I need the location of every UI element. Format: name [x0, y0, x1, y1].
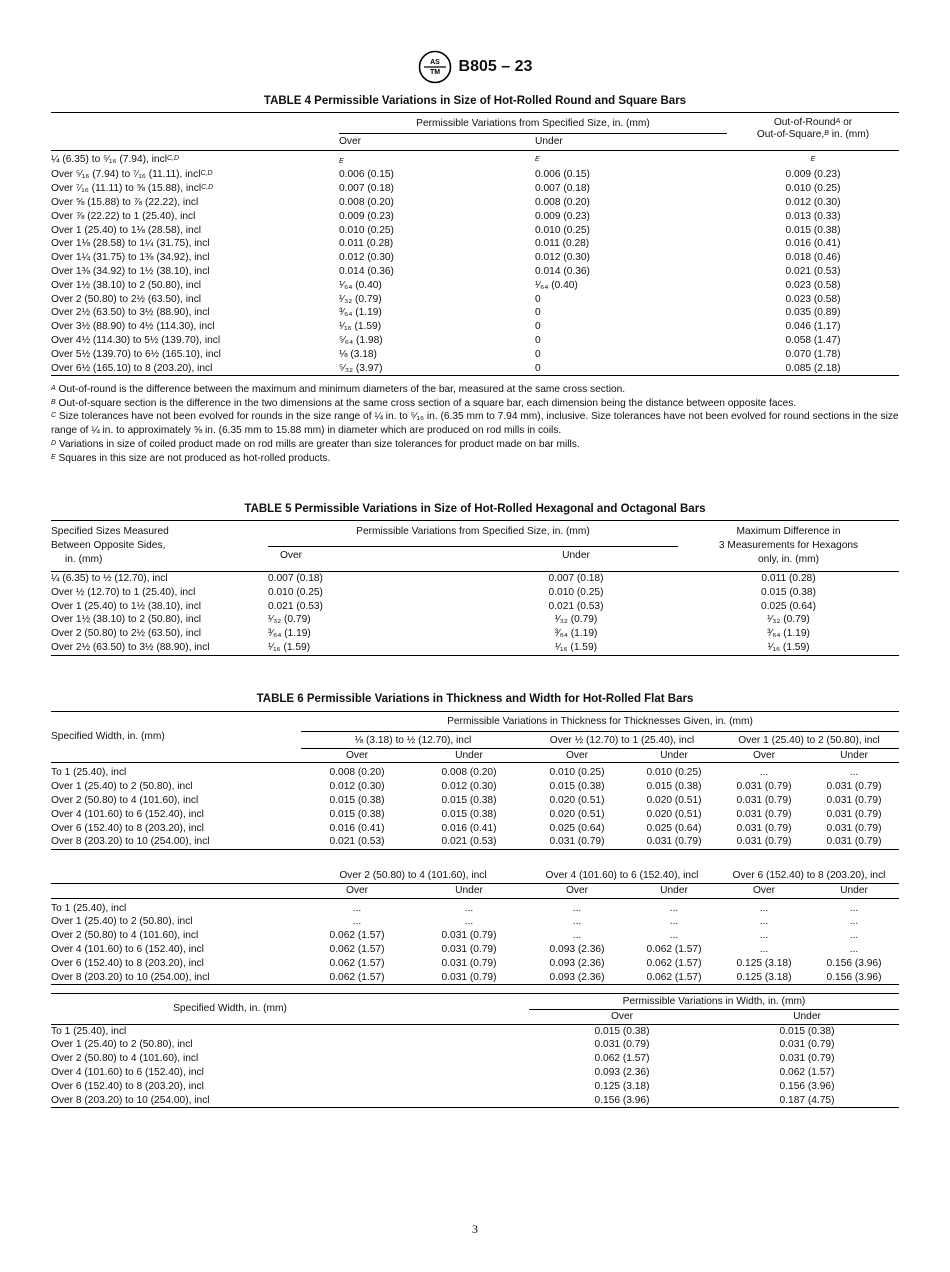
maxdiff-value: ³⁄₆₄ (1.19) [767, 628, 810, 640]
value-cell: 0.031 (0.79) [646, 836, 702, 848]
value-cell: 0.015 (0.38) [594, 1025, 650, 1037]
under-header: Under [840, 884, 868, 896]
over-header: Over [345, 749, 369, 761]
value-cell: 0.187 (4.75) [779, 1094, 835, 1106]
oor-value: 0.010 (0.25) [785, 183, 841, 195]
footnote-ref-e: E [810, 156, 816, 164]
table-row [51, 168, 899, 182]
table-row [51, 237, 899, 251]
table6c-width-group: Permissible Variations in Width, in. (mm) [529, 994, 899, 1010]
oor-value: 0.035 (0.89) [785, 307, 841, 319]
value-cell: 0.062 (1.57) [646, 943, 702, 955]
over-header: Over [752, 884, 776, 896]
table-row [51, 971, 899, 985]
under-value: 0.007 (0.18) [535, 183, 590, 195]
value-cell: ... [759, 767, 769, 779]
over-value: 0.007 (0.18) [339, 183, 394, 195]
table6c-width-header: Specified Width, in. (mm) [173, 1002, 287, 1014]
over-value: 0.011 (0.28) [339, 238, 394, 250]
row-label: Over ⁷⁄₁₆ (11.11) to ⅝ (15.88), incl$^{C,D}$ [51, 183, 214, 195]
value-cell: 0.015 (0.38) [779, 1025, 835, 1037]
oor-value: 0.015 (0.38) [785, 224, 841, 236]
value-cell: 0.062 (1.57) [329, 943, 385, 955]
footnote-b: $^B$ Out-of-square section is the difference in the two dimensions at the same cross section of a square bar, each dimension being the distance between opposite faces. [51, 397, 797, 409]
table5 [51, 520, 899, 656]
page-header [0, 50, 950, 84]
page-number: 3 [472, 1222, 478, 1236]
value-cell: ... [669, 916, 679, 928]
value-cell: 0.015 (0.38) [329, 808, 385, 820]
value-cell: ... [464, 916, 474, 928]
over-value [339, 150, 535, 168]
value-cell: 0.031 (0.79) [441, 957, 497, 969]
value-cell: 0.020 (0.51) [646, 808, 702, 820]
under-header: Under [455, 749, 483, 761]
table4-caption: TABLE 4 Permissible Variations in Size of Hot-Rolled Round and Square Bars [263, 95, 687, 107]
value-cell: ... [849, 930, 859, 942]
value-cell: 0.020 (0.51) [646, 794, 702, 806]
value-cell: 0.031 (0.79) [736, 794, 792, 806]
row-label: To 1 (25.40), incl [51, 902, 127, 914]
table-row [51, 348, 899, 362]
row-label: Over 2½ (63.50) to 3½ (88.90), incl [51, 641, 210, 653]
under-value: 0.007 (0.18) [548, 573, 604, 584]
value-cell: ... [464, 902, 474, 914]
over-value: 0.012 (0.30) [339, 252, 394, 264]
row-label: Over ⅞ (22.22) to 1 (25.40), incl [51, 210, 196, 222]
row-label: ¼ (6.35) to ⁵⁄₁₆ (7.94), incl$^{C,D}$ [51, 153, 180, 165]
table-row [51, 763, 899, 780]
value-cell: 0.031 (0.79) [736, 822, 792, 834]
over-value: 0.010 (0.25) [339, 224, 394, 236]
oor-value: 0.046 (1.17) [785, 321, 841, 333]
value-cell: 0.025 (0.64) [549, 822, 605, 834]
table5-under-header: Under [562, 549, 590, 561]
over-value: ¹⁄₁₆ (1.59) [268, 641, 311, 653]
table-row [51, 1024, 899, 1038]
row-label: Over 4 (101.60) to 6 (152.40), incl [51, 808, 204, 820]
over-header: Over [565, 749, 589, 761]
table6-thickness-group: Permissible Variations in Thickness for Thicknesses Given, in. (mm) [301, 712, 899, 732]
footnote-ref-e: E [339, 157, 344, 165]
over-value: 0.021 (0.53) [268, 600, 323, 612]
value-cell: ... [849, 943, 859, 955]
value-cell: 0.015 (0.38) [441, 808, 497, 820]
table-row [51, 279, 899, 293]
footnote-d: $^D$ Variations in size of coiled product made on rod mills are greater than size tolerances for product made on bar mills. [51, 438, 580, 450]
table-row [51, 613, 899, 627]
table-row [51, 957, 899, 971]
value-cell: 0.031 (0.79) [736, 836, 792, 848]
table6-width-header: Specified Width, in. (mm) [51, 731, 165, 743]
table-row [51, 641, 899, 655]
oor-value: 0.023 (0.58) [785, 293, 841, 305]
footnote-a: $^A$ Out-of-round is the difference between the maximum and minimum diameters of the bar, measured at the same cross section. [51, 384, 626, 395]
row-label: Over 1 (25.40) to 2 (50.80), incl [51, 916, 193, 928]
table-row [51, 196, 899, 210]
table4-oor-header: Out-of-Round$^A$ or Out-of-Square,$^B$ in. (mm) [756, 117, 870, 140]
under-header: Under [660, 749, 688, 761]
table-row [51, 293, 899, 307]
value-cell: 0.031 (0.79) [826, 794, 882, 806]
table-row [51, 600, 899, 614]
footnote-c: $^C$ Size tolerances have not been evolved for rounds in the size range of ¼ in. to ⁵⁄₁₆ in. (6.35 mm to 7.94 mm), inclusive. Size tolerances have not been evolved for round sections in the size range of ¼ in. to approximately ⅝ in. (6.35 mm to 15.88 mm) in diameter which are produced on rod mills in coils. [51, 411, 899, 437]
table-row [51, 808, 899, 822]
footnote-e: $^E$ Squares in this size are not produced as hot-rolled products. [51, 452, 331, 464]
over-header: Over [752, 749, 776, 761]
row-label: Over 2 (50.80) to 4 (101.60), incl [51, 930, 199, 942]
value-cell: ... [669, 930, 679, 942]
row-label: Over 2 (50.80) to 4 (101.60), incl [51, 1053, 199, 1065]
over-value: ¹⁄₆₄ (0.40) [339, 279, 382, 291]
value-cell: 0.062 (1.57) [329, 930, 385, 942]
value-cell: 0.031 (0.79) [779, 1039, 835, 1051]
oor-value: 0.070 (1.78) [785, 348, 841, 360]
row-label: Over 1½ (38.10) to 2 (50.80), incl [51, 614, 202, 626]
table-row [51, 794, 899, 808]
under-value: ¹⁄₃₂ (0.79) [554, 614, 598, 626]
row-label: Over 2 (50.80) to 2½ (63.50), incl [51, 293, 202, 305]
table-row [51, 334, 899, 348]
value-cell: ... [572, 930, 582, 942]
value-cell: 0.031 (0.79) [441, 943, 497, 955]
table6c-under-header: Under [793, 1010, 821, 1022]
table4-group-header: Permissible Variations from Specified Size, in. (mm) [339, 113, 727, 134]
table-row [51, 1094, 899, 1108]
row-label: To 1 (25.40), incl [51, 767, 127, 779]
value-cell: 0.031 (0.79) [441, 971, 497, 983]
table-row [51, 1052, 899, 1066]
value-cell: 0.031 (0.79) [826, 808, 882, 820]
table-row [51, 150, 899, 168]
under-value: 0.010 (0.25) [548, 586, 604, 598]
under-header: Under [455, 884, 483, 896]
table-row [51, 224, 899, 238]
row-label: Over 1 (25.40) to 1½ (38.10), incl [51, 600, 202, 612]
under-value: 0.011 (0.28) [535, 238, 590, 250]
table5-group-header: Permissible Variations from Specified Size, in. (mm) [268, 521, 678, 547]
value-cell: ... [572, 916, 582, 928]
row-label: To 1 (25.40), incl [51, 1025, 127, 1037]
oor-value: 0.018 (0.46) [785, 252, 841, 264]
value-cell: 0.016 (0.41) [329, 822, 385, 834]
table5-caption: TABLE 5 Permissible Variations in Size of Hot-Rolled Hexagonal and Octagonal Bars [244, 503, 706, 515]
table-row [51, 265, 899, 279]
oor-value: 0.016 (0.41) [785, 238, 841, 250]
row-label: Over 1½ (38.10) to 2 (50.80), incl [51, 279, 202, 291]
footnote-ref: C,D [200, 170, 213, 178]
value-cell: ... [759, 930, 769, 942]
over-value: ⅛ (3.18) [339, 348, 377, 360]
row-label: Over 2½ (63.50) to 3½ (88.90), incl [51, 307, 210, 319]
value-cell: 0.015 (0.38) [441, 794, 497, 806]
over-header: Over [345, 884, 369, 896]
value-cell: 0.093 (2.36) [549, 957, 605, 969]
value-cell: 0.025 (0.64) [646, 822, 702, 834]
under-value: 0.014 (0.36) [535, 265, 590, 277]
maxdiff-value: 0.011 (0.28) [761, 573, 816, 584]
under-header: Under [660, 884, 688, 896]
value-cell: 0.031 (0.79) [826, 822, 882, 834]
value-cell: 0.015 (0.38) [646, 781, 702, 793]
row-label: Over 1⅛ (28.58) to 1¼ (31.75), incl [51, 238, 210, 250]
row-label: Over 1 (25.40) to 2 (50.80), incl [51, 781, 193, 793]
maxdiff-value: 0.025 (0.64) [761, 600, 816, 612]
over-value: ¹⁄₃₂ (0.79) [268, 614, 311, 626]
value-cell: 0.062 (1.57) [329, 971, 385, 983]
under-value: 0 [535, 348, 541, 360]
oor-value [727, 150, 899, 168]
row-label: Over 1¼ (31.75) to 1⅜ (34.92), incl [51, 252, 210, 264]
over-header: Over [565, 884, 589, 896]
value-cell: 0.031 (0.79) [736, 808, 792, 820]
under-value: ¹⁄₁₆ (1.59) [554, 641, 598, 653]
value-cell: 0.031 (0.79) [594, 1039, 650, 1051]
under-value: 0 [535, 307, 541, 319]
value-cell: 0.031 (0.79) [826, 836, 882, 848]
row-label: Over 2 (50.80) to 2½ (63.50), incl [51, 628, 202, 640]
table4 [51, 112, 899, 376]
table6-thickness-a [51, 711, 899, 850]
value-cell: ... [352, 902, 362, 914]
table4-under-header: Under [535, 135, 563, 147]
table-row [51, 362, 899, 376]
row-label: Over ⁵⁄₁₆ (7.94) to ⁷⁄₁₆ (11.11), incl$^{C,D}$ [51, 169, 213, 181]
value-cell: 0.125 (3.18) [736, 971, 792, 983]
table-row [51, 835, 899, 849]
table-row [51, 943, 899, 957]
oor-value: 0.021 (0.53) [785, 265, 841, 277]
table5-size-header: Specified Sizes Measured Between Opposite Sides, in. (mm) [51, 526, 169, 565]
value-cell: ... [572, 902, 582, 914]
under-value: 0 [535, 362, 541, 374]
value-cell: 0.015 (0.38) [549, 781, 605, 793]
over-value: ³⁄₆₄ (1.19) [268, 628, 311, 640]
value-cell: 0.015 (0.38) [329, 794, 385, 806]
oor-value: 0.013 (0.33) [785, 210, 841, 222]
table-row [51, 915, 899, 929]
table-row [51, 586, 899, 600]
footnote-ref: C,D [201, 184, 214, 192]
oor-value: 0.058 (1.47) [785, 334, 841, 346]
maxdiff-value: 0.015 (0.38) [761, 586, 816, 598]
value-cell: 0.156 (3.96) [779, 1080, 835, 1092]
value-cell: ... [759, 943, 769, 955]
value-cell: ... [759, 902, 769, 914]
over-value: ³⁄₆₄ (1.19) [339, 307, 382, 319]
value-cell: ... [759, 916, 769, 928]
value-cell: 0.012 (0.30) [329, 781, 385, 793]
table-row [51, 572, 899, 586]
row-label: Over 4 (101.60) to 6 (152.40), incl [51, 943, 204, 955]
thickness-range-header: Over 1 (25.40) to 2 (50.80), incl [738, 734, 880, 746]
under-value [535, 150, 727, 168]
value-cell: 0.062 (1.57) [646, 971, 702, 983]
value-cell: 0.062 (1.57) [779, 1066, 835, 1078]
standard-code: B805 – 23 [458, 58, 533, 75]
value-cell: ... [849, 767, 859, 779]
over-value: ¹⁄₃₂ (0.79) [339, 293, 382, 305]
table6-caption: TABLE 6 Permissible Variations in Thickness and Width for Hot-Rolled Flat Bars [256, 693, 694, 705]
row-label: Over ½ (12.70) to 1 (25.40), incl [51, 586, 196, 598]
value-cell: 0.031 (0.79) [779, 1053, 835, 1065]
under-value: 0.009 (0.23) [535, 210, 590, 222]
under-value: 0 [535, 334, 541, 346]
thickness-range-header: ⅛ (3.18) to ½ (12.70), incl [354, 734, 472, 746]
row-label: Over 6 (152.40) to 8 (203.20), incl [51, 822, 204, 834]
value-cell: 0.010 (0.25) [549, 767, 605, 779]
over-value: 0.010 (0.25) [268, 586, 323, 598]
value-cell: ... [669, 902, 679, 914]
row-label: Over ⅝ (15.88) to ⅞ (22.22), incl [51, 196, 199, 208]
value-cell: ... [849, 916, 859, 928]
oor-value: 0.023 (0.58) [785, 279, 841, 291]
table6c-over-header: Over [610, 1010, 634, 1022]
over-value: ⁵⁄₆₄ (1.98) [339, 334, 383, 346]
table-row [51, 822, 899, 836]
row-label: Over 3½ (88.90) to 4½ (114.30), incl [51, 321, 215, 333]
value-cell: 0.031 (0.79) [826, 781, 882, 793]
row-label: Over 6 (152.40) to 8 (203.20), incl [51, 957, 204, 969]
value-cell: 0.031 (0.79) [736, 781, 792, 793]
value-cell: 0.016 (0.41) [441, 822, 497, 834]
over-value: 0.014 (0.36) [339, 265, 394, 277]
value-cell: 0.010 (0.25) [646, 767, 702, 779]
row-label: Over 8 (203.20) to 10 (254.00), incl [51, 1094, 210, 1106]
oor-value: 0.085 (2.18) [785, 362, 841, 374]
value-cell: 0.021 (0.53) [441, 836, 497, 848]
value-cell: 0.031 (0.79) [441, 930, 497, 942]
under-value: 0.021 (0.53) [548, 600, 604, 612]
table5-over-header: Over [280, 549, 303, 561]
svg-text:AS: AS [429, 59, 440, 66]
over-value: 0.007 (0.18) [268, 573, 323, 584]
thickness-range-header: Over ½ (12.70) to 1 (25.40), incl [549, 734, 695, 746]
value-cell: 0.020 (0.51) [549, 794, 605, 806]
thickness-range-header: Over 4 (101.60) to 6 (152.40), incl [545, 870, 699, 881]
row-label: Over 4 (101.60) to 6 (152.40), incl [51, 1066, 204, 1078]
over-value: 0.009 (0.23) [339, 210, 394, 222]
row-label: Over 5½ (139.70) to 6½ (165.10), incl [51, 348, 221, 360]
value-cell: 0.012 (0.30) [441, 781, 497, 793]
table4-footnotes [51, 383, 899, 465]
value-cell: 0.020 (0.51) [549, 808, 605, 820]
table-row [51, 1080, 899, 1094]
under-value: 0.006 (0.15) [535, 169, 590, 181]
table-row [51, 306, 899, 320]
table-row [51, 1066, 899, 1080]
thickness-range-header: Over 6 (152.40) to 8 (203.20), incl [732, 870, 886, 881]
under-value: 0.010 (0.25) [535, 224, 590, 236]
astm-logo-icon [418, 50, 452, 84]
value-cell: 0.093 (2.36) [549, 943, 605, 955]
value-cell: 0.156 (3.96) [826, 957, 882, 969]
row-label: Over 8 (203.20) to 10 (254.00), incl [51, 971, 210, 983]
table-row [51, 780, 899, 794]
oor-value: 0.009 (0.23) [785, 169, 841, 181]
under-value: ³⁄₆₄ (1.19) [554, 628, 598, 640]
table4-over-header: Over [339, 135, 362, 147]
oor-value: 0.012 (0.30) [785, 196, 841, 208]
row-label: Over 1 (25.40) to 1⅛ (28.58), incl [51, 224, 202, 236]
table5-maxdiff-header: Maximum Difference in 3 Measurements for Hexagons only, in. (mm) [718, 526, 859, 565]
value-cell: 0.008 (0.20) [441, 767, 497, 779]
maxdiff-value: ¹⁄₃₂ (0.79) [767, 614, 810, 626]
svg-text:TM: TM [429, 69, 440, 76]
value-cell: ... [352, 916, 362, 928]
row-label: Over 2 (50.80) to 4 (101.60), incl [51, 794, 199, 806]
value-cell: 0.062 (1.57) [594, 1053, 650, 1065]
table-row [51, 627, 899, 641]
value-cell: 0.156 (3.96) [594, 1094, 650, 1106]
value-cell: 0.093 (2.36) [549, 971, 605, 983]
under-value: 0.008 (0.20) [535, 196, 590, 208]
table-row [51, 210, 899, 224]
value-cell: 0.125 (3.18) [736, 957, 792, 969]
over-value: 0.006 (0.15) [339, 169, 394, 181]
over-value: 0.008 (0.20) [339, 196, 394, 208]
table-row [51, 1038, 899, 1052]
value-cell: 0.021 (0.53) [329, 836, 385, 848]
row-label: Over 4½ (114.30) to 5½ (139.70), incl [51, 334, 221, 346]
over-value: ⁵⁄₃₂ (3.97) [339, 362, 383, 374]
under-value: 0 [535, 321, 541, 333]
row-label: Over 6½ (165.10) to 8 (203.20), incl [51, 362, 213, 374]
footnote-ref-e: E [535, 156, 540, 164]
table-row [51, 320, 899, 334]
row-label: Over 6 (152.40) to 8 (203.20), incl [51, 1080, 204, 1092]
table6-width [51, 993, 899, 1108]
row-label: Over 8 (203.20) to 10 (254.00), incl [51, 836, 210, 848]
row-label: ¼ (6.35) to ½ (12.70), incl [51, 573, 168, 584]
value-cell: 0.062 (1.57) [329, 957, 385, 969]
table-row [51, 251, 899, 265]
value-cell: ... [849, 902, 859, 914]
table-row [51, 182, 899, 196]
maxdiff-value: ¹⁄₁₆ (1.59) [767, 641, 810, 653]
under-value: ¹⁄₆₄ (0.40) [535, 279, 578, 291]
thickness-range-header: Over 2 (50.80) to 4 (101.60), incl [339, 870, 487, 881]
under-header: Under [840, 749, 868, 761]
footnote-ref: C,D [166, 154, 180, 162]
value-cell: 0.062 (1.57) [646, 957, 702, 969]
value-cell: 0.156 (3.96) [826, 971, 882, 983]
row-label: Over 1⅜ (34.92) to 1½ (38.10), incl [51, 265, 210, 277]
table-row [51, 929, 899, 943]
value-cell: 0.031 (0.79) [549, 836, 605, 848]
value-cell: 0.093 (2.36) [594, 1066, 650, 1078]
table-row [51, 898, 899, 915]
table6-thickness-b [51, 867, 899, 985]
over-value: ¹⁄₁₆ (1.59) [339, 321, 382, 333]
under-value: 0 [535, 293, 541, 305]
value-cell: 0.125 (3.18) [594, 1080, 650, 1092]
row-label: Over 1 (25.40) to 2 (50.80), incl [51, 1039, 193, 1051]
value-cell: 0.008 (0.20) [329, 767, 385, 779]
under-value: 0.012 (0.30) [535, 252, 590, 264]
